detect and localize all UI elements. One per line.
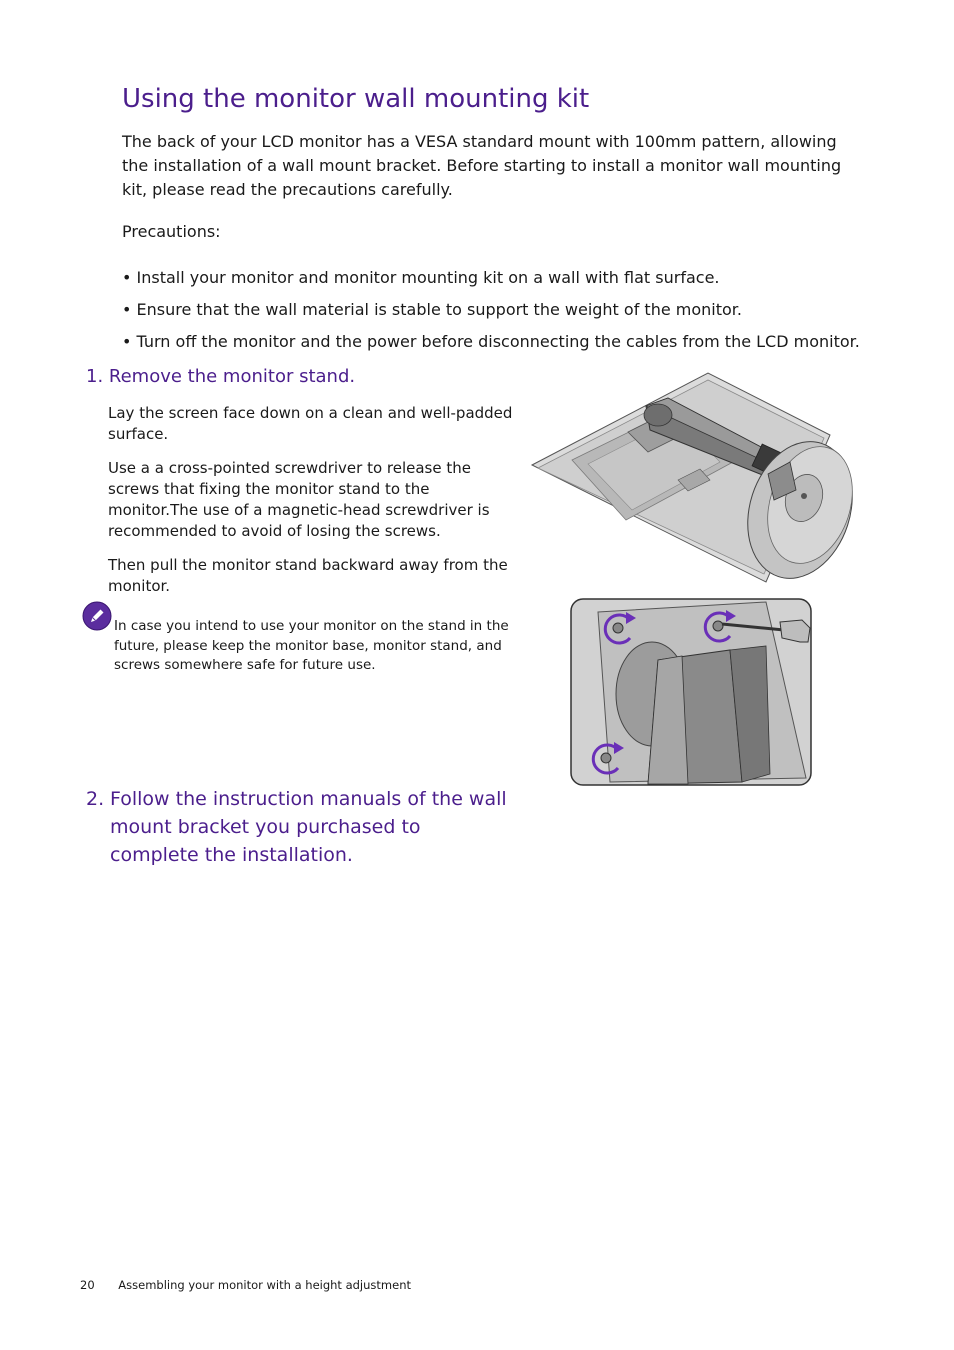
step1-body	[108, 403, 520, 610]
step1-paragraph: Lay the screen face down on a clean and well-padded surface.	[108, 404, 513, 443]
screw-removal-illustration	[570, 598, 812, 786]
step1-heading: 1. Remove the monitor stand.	[86, 366, 356, 387]
precaution-item: • Turn off the monitor and the power before disconnecting the cables from the LCD monitor.	[122, 332, 860, 351]
note-text: In case you intend to use your monitor on the stand in the future, please keep the monitor base, monitor stand, and screws somewhere safe for future use.	[114, 618, 509, 673]
precaution-item: • Ensure that the wall material is stable to support the weight of the monitor.	[122, 300, 742, 319]
pencil-note-icon	[82, 601, 112, 631]
step2	[86, 785, 516, 869]
step1-paragraph: Use a a cross-pointed screwdriver to release the screws that fixing the monitor stand to the monitor.The use of a magnetic-head screwdriver is recommended to avoid of losing the screws.	[108, 459, 490, 540]
page-title: Using the monitor wall mounting kit	[122, 84, 590, 114]
precaution-item: • Install your monitor and monitor mounting kit on a wall with flat surface.	[122, 268, 720, 287]
intro-paragraph: The back of your LCD monitor has a VESA standard mount with 100mm pattern, allowing the installation of a wall mount bracket. Before starting to install a monitor wall mounting kit, please read the precautions carefully.	[122, 132, 842, 199]
precautions-list	[122, 266, 882, 362]
monitor-face-down-illustration	[528, 370, 858, 585]
step2-text: Follow the instruction manuals of the wall mount bracket you purchased to complete the installation.	[110, 788, 507, 866]
page-footer	[80, 1278, 411, 1292]
precautions-label: Precautions:	[122, 222, 221, 241]
page-number: 20	[80, 1278, 95, 1292]
step1-paragraph: Then pull the monitor stand backward away from the monitor.	[108, 556, 508, 595]
footer-section-title: Assembling your monitor with a height adjustment	[118, 1278, 411, 1292]
step2-number: 2.	[86, 788, 105, 810]
